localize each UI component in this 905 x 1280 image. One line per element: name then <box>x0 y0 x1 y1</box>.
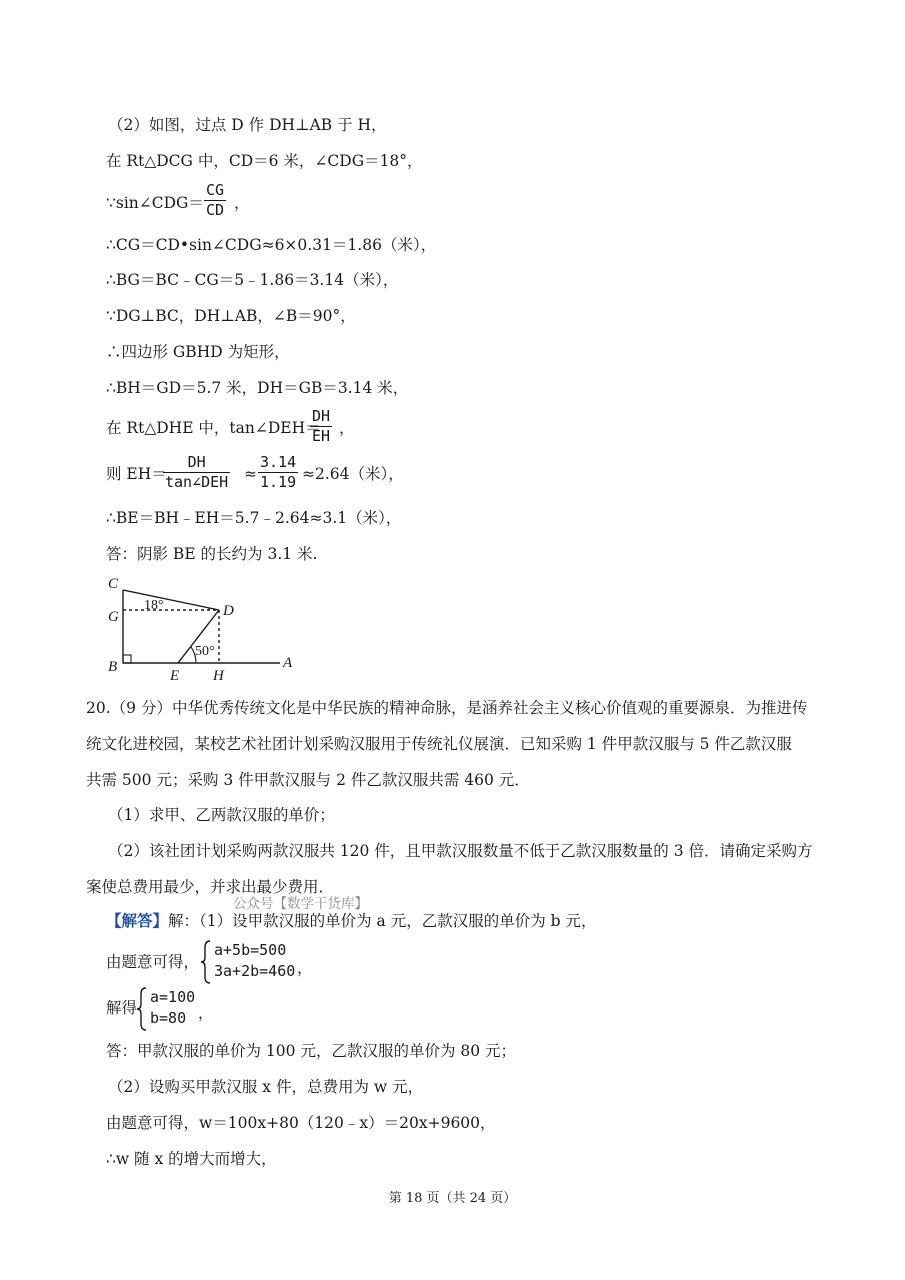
label-c: C <box>108 576 119 592</box>
answer-line-6: 由题意可得，w＝100x+80（120﹣x）＝20x+9600， <box>106 1114 496 1132</box>
answer-line-5: （2）设购买甲款汉服 x 件，总费用为 w 元， <box>108 1078 424 1096</box>
solution-line-12: 答：阴影 BE 的长约为 3.1 米. <box>106 545 318 563</box>
fraction-dh-over-eh <box>310 407 332 446</box>
solution-line-5: ∴BG＝BC﹣CG＝5﹣1.86＝3.14（米）， <box>106 271 399 289</box>
equation-system <box>214 940 295 982</box>
solution-line-3-suffix: ， <box>234 194 250 212</box>
label-e: E <box>170 668 180 684</box>
solution-line-9-prefix: 在 Rt△DHE 中，tan∠DEH＝ <box>106 419 321 437</box>
fraction-numerator: DH <box>163 453 230 473</box>
approx-sign: ≈ <box>244 465 257 483</box>
answer-tag: 【解答】 <box>106 911 169 930</box>
answer-line-1 <box>106 911 597 931</box>
angle-label-50: 50° <box>195 644 215 659</box>
solution-line-8: ∴BH＝GD＝5.7 米，DH＝GB＝3.14 米， <box>106 379 409 397</box>
solution-system <box>150 987 195 1029</box>
page-footer: 第 18 页（共 24 页） <box>388 1191 517 1206</box>
fraction-numerator: CG <box>206 181 225 199</box>
answer-line-3-suffix: ， <box>198 1004 214 1022</box>
answer-line-2-suffix: ， <box>297 959 313 977</box>
answer-line-3-prefix: 解得 <box>106 999 138 1017</box>
solution-line-9-suffix: ， <box>339 419 355 437</box>
system-brace-2 <box>136 986 148 1032</box>
solution-line-11: ∴BE＝BH﹣EH＝5.7﹣2.64≈3.1（米）， <box>106 509 402 527</box>
problem-20-line-1: 20.（9 分）中华优秀传统文化是中华民族的精神命脉，是涵养社会主义核心价值观的重要源泉．为推进传 <box>86 699 808 717</box>
label-a: A <box>283 655 293 671</box>
answer-line-7: ∴w 随 x 的增大而增大， <box>106 1150 277 1168</box>
label-b: B <box>108 659 118 675</box>
solution-b: b=80 <box>150 1009 187 1027</box>
problem-20-question-2a: （2）该社团计划采购两款汉服共 120 件，且甲款汉服数量不低于乙款汉服数量的 3 倍．请确定采购方 <box>108 842 813 860</box>
angle-label-18: 18° <box>144 598 164 613</box>
solution-a: a=100 <box>150 988 196 1006</box>
solution-line-7: ∴四边形 GBHD 为矩形， <box>106 343 290 361</box>
solution-line-6: ∵DG⊥BC，DH⊥AB，∠B＝90°， <box>106 307 356 325</box>
solution-line-3-prefix: ∵sin∠CDG＝ <box>106 194 204 212</box>
solution-line-1: （2）如图，过点 D 作 DH⊥AB 于 H， <box>108 116 387 134</box>
solution-line-2: 在 Rt△DCG 中，CD＝6 米，∠CDG＝18°， <box>106 152 423 170</box>
fraction-cg-over-cd <box>204 181 226 220</box>
label-g: G <box>108 609 119 625</box>
right-angle-mark <box>123 655 131 663</box>
solution-line-10-prefix: 则 EH＝ <box>106 465 167 483</box>
fraction-dh-over-tan <box>163 453 230 492</box>
answer-line-4: 答：甲款汉服的单价为 100 元，乙款汉服的单价为 80 元； <box>106 1042 517 1060</box>
label-h: H <box>213 668 224 684</box>
problem-20-question-1: （1）求甲、乙两款汉服的单价； <box>108 806 335 824</box>
fraction-denominator: tan∠DEH <box>165 473 229 491</box>
answer-line-1-text: 解：（1）设甲款汉服的单价为 a 元，乙款汉服的单价为 b 元， <box>168 912 597 930</box>
equation-2: 3a+2b=460 <box>214 962 296 980</box>
answer-line-2-prefix: 由题意可得， <box>106 953 200 971</box>
geometry-figure <box>100 572 310 684</box>
fraction-denominator: 1.19 <box>260 473 297 491</box>
label-d: D <box>223 603 234 619</box>
watermark-text: 公众号【数学干货库】 <box>233 896 368 912</box>
fraction-numerator: 3.14 <box>260 453 297 471</box>
problem-20-question-2b: 案使总费用最少，并求出最少费用． <box>86 878 335 896</box>
segment-cd <box>123 590 219 610</box>
fraction-denominator: CD <box>206 201 225 219</box>
fraction-numerator: DH <box>312 407 331 425</box>
problem-20-line-3: 共需 500 元；采购 3 件甲款汉服与 2 件乙款汉服共需 460 元． <box>86 771 530 789</box>
equation-1: a+5b=500 <box>214 941 287 959</box>
solution-line-10-suffix: ≈2.64（米）， <box>302 465 404 483</box>
solution-line-4: ∴CG＝CD•sin∠CDG≈6×0.31＝1.86（米）， <box>106 236 437 254</box>
fraction-denominator: EH <box>312 427 331 445</box>
problem-20-line-2: 统文化进校园，某校艺术社团计划采购汉服用于传统礼仪展演．已知采购 1 件甲款汉服与 5 件乙款汉服 <box>86 735 792 753</box>
system-brace-1 <box>200 939 212 985</box>
fraction-314-over-119 <box>258 453 298 492</box>
